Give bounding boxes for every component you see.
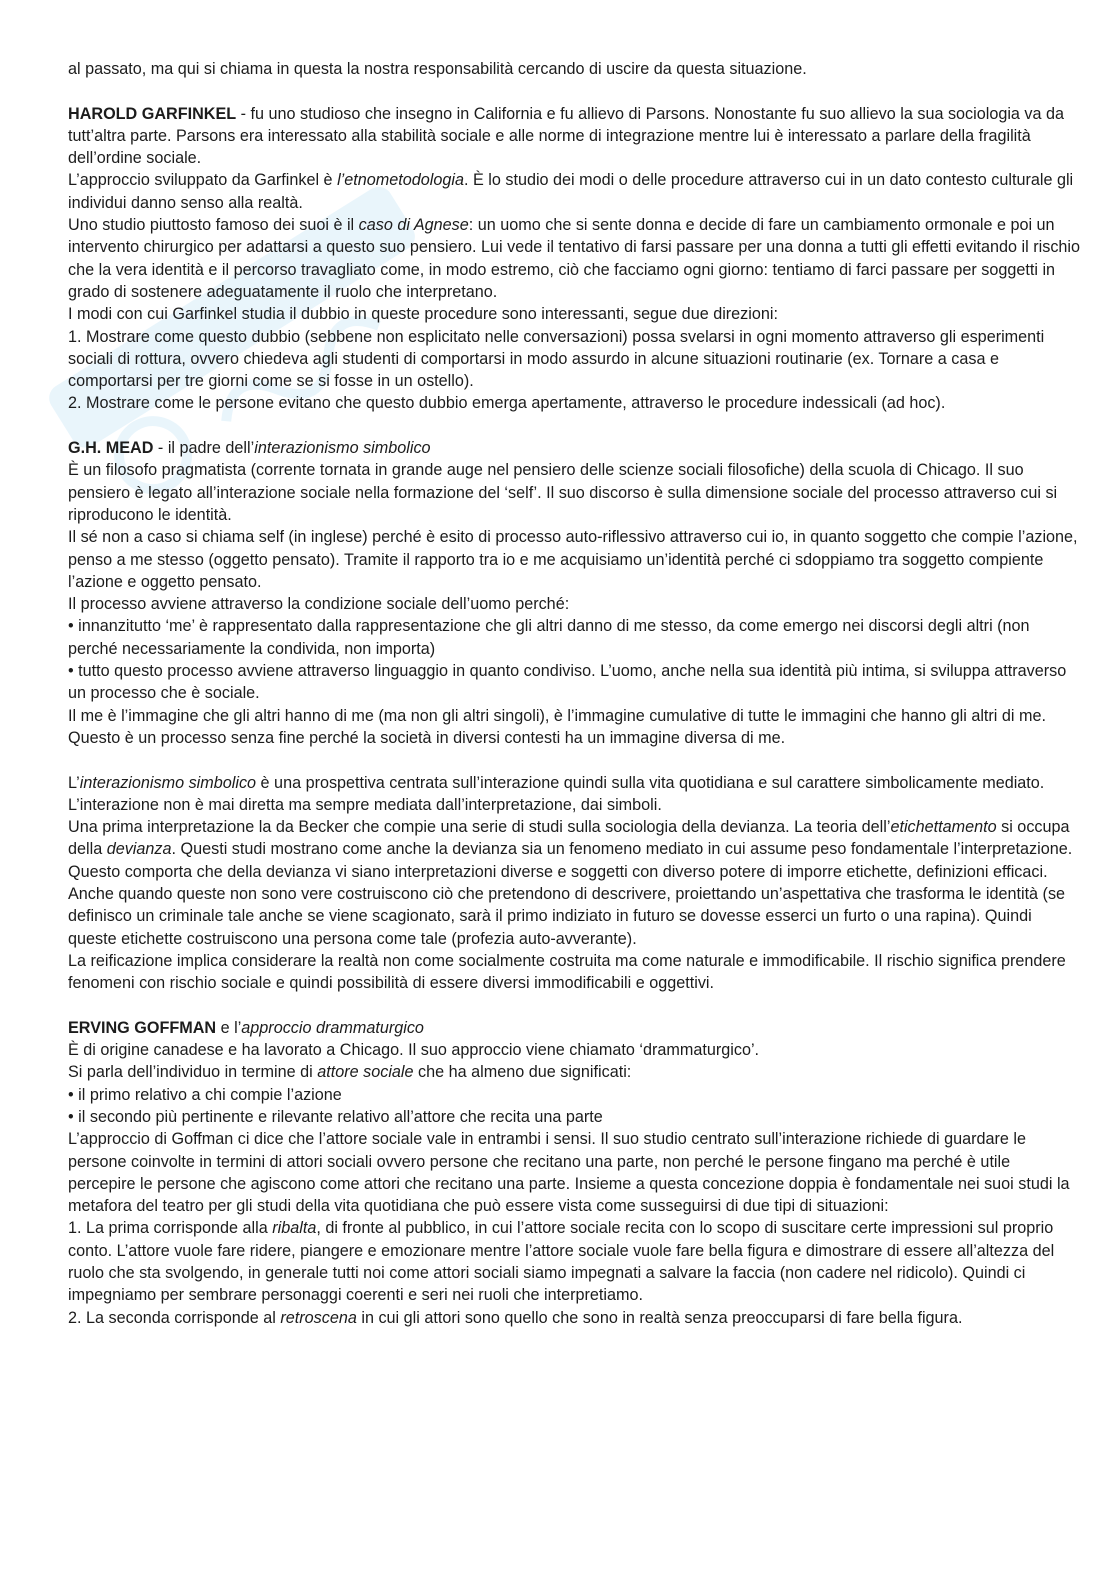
text-run: Il sé non a caso si chiama self (in inglese) perché è esito di processo auto-riflessivo attraverso cui io, in quanto soggetto che compie l’azione, penso a me stesso (oggetto pensato). Tramite il rapporto tra io e me acquisiamo un’identità perché ci sdoppiamo tra soggetto compiente l’azione e oggetto pensato. xyxy=(68,528,1078,591)
paragraph xyxy=(68,1128,1080,1217)
paragraph xyxy=(68,705,1080,750)
emphasis-text: interazionismo simbolico xyxy=(254,439,431,458)
text-run: : un uomo che si sente donna e decide di fare un cambiamento ormonale e poi un intervento chirurgico per adattarsi a questo suo pensiero. Lui vede il tentativo di farsi passare per una donna a tutti gli effetti evitando il rischio che la vera identità e il percorso travagliato come, in modo estremo, ciò che facciamo ogni giorno: tentiamo di farci passare per soggetti in grado di sostenere adeguatamente il ruolo che interpretano. xyxy=(68,216,1081,301)
paragraph xyxy=(68,303,1080,325)
paragraph xyxy=(68,1039,1080,1061)
text-run: in cui gli attori sono quello che sono in realtà senza preoccuparsi di fare bella figura. xyxy=(356,1308,963,1327)
paragraph xyxy=(68,103,1080,170)
paragraph xyxy=(68,660,1080,705)
paragraph xyxy=(68,593,1080,615)
paragraph xyxy=(68,950,1080,995)
paragraph xyxy=(68,1217,1080,1306)
text-run: , di fronte al pubblico, in cui l’attore sociale recita con lo scopo di suscitare certe impressioni sul proprio conto. L’attore vuole fare ridere, piangere e emozionare mentre l’attore sociale vuole fare bella figura e dimostrare di essere all’altezza del ruolo che sta svolgendo, in generale tutti noi come attori sociali siamo impegnati a salvare la faccia (non cadere nel ridicolo). Quindi ci impegniamo per sembrare personaggi coerenti e seri nei ruoli che interpretiamo. xyxy=(68,1219,1055,1305)
section-heading: ERVING GOFFMAN xyxy=(68,1018,217,1037)
text-run: È di origine canadese e ha lavorato a Chicago. Il suo approccio viene chiamato ‘drammaturgico’. xyxy=(68,1041,760,1060)
paragraph xyxy=(68,326,1080,393)
text-run: 1. La prima corrisponde alla xyxy=(68,1219,273,1238)
paragraph xyxy=(68,772,1080,817)
text-run: Questo comporta che della devianza vi siano interpretazioni diverse e soggetti con diverso potere di imporre etichette, definizioni efficaci. Anche quando queste non sono vere costruiscono ciò che pretendono di descrivere, proiettando un’aspettativa che trasforma le identità (se definisco un criminale tale anche se viene scagionato, sarà il primo indiziato in futuro se dovesse esserci un furto o una rapina). Quindi queste etichette costruiscono una persona come tale (profezia auto-avverante). xyxy=(68,862,1066,948)
text-run: è una prospettiva centrata sull’interazione quindi sulla vita quotidiana e sul carattere simbolicamente mediato. L’interazione non è mai diretta ma sempre mediata dall’interpretazione, dai simboli. xyxy=(68,773,1045,814)
text-run: 1. Mostrare come questo dubbio (sebbene non esplicitato nelle conversazioni) possa svelarsi in ogni momento attraverso gli esperimenti sociali di rottura, ovvero chiedeva agli studenti di comportarsi in modo assurdo in alcune situazioni routinarie (ex. Tornare a casa e comportarsi per tre giorni come se si fosse in un ostello). xyxy=(68,327,1045,391)
text-run: e l’ xyxy=(216,1018,242,1037)
text-run: I modi con cui Garfinkel studia il dubbio in queste procedure sono interessanti, segue due direzioni: xyxy=(68,305,778,324)
text-run: che ha almeno due significati: xyxy=(413,1063,632,1082)
text-run: . Questi studi mostrano come anche la devianza sia un fenomeno mediato in cui assume peso fondamentale l’interpretazione. xyxy=(171,840,1073,859)
text-run: - fu uno studioso che insegno in California e fu allievo di Parsons. Nonostante fu suo allievo la sua sociologia va da tutt’altra parte. Parsons era interessato alla stabilità sociale e alle norme di integrazione mentre lui è interessato a parlare della fragilità dell’ordine sociale. xyxy=(68,104,1065,168)
paragraph xyxy=(68,1106,1080,1128)
emphasis-text: caso di Agnese xyxy=(358,216,469,235)
emphasis-text: devianza xyxy=(106,840,172,859)
paragraph xyxy=(68,459,1080,526)
text-run: Uno studio piuttosto famoso dei suoi è il xyxy=(68,216,359,235)
text-run: si occupa della xyxy=(68,818,1070,859)
paragraph-spacer xyxy=(68,80,1080,102)
text-run: È un filosofo pragmatista (corrente tornata in grande auge nel pensiero delle scienze sociali filosofiche) della scuola di Chicago. Il suo pensiero è legato all’interazione sociale nella formazione del ‘self’. Il suo discorso è sulla dimensione sociale del processo attraverso cui si riproducono le identità. xyxy=(68,461,1058,524)
text-run: 2. La seconda corrisponde al xyxy=(68,1308,281,1327)
text-run: Il processo avviene attraverso la condizione sociale dell’uomo perché: xyxy=(68,595,570,614)
emphasis-text: retroscena xyxy=(280,1308,357,1327)
paragraph xyxy=(68,58,1080,80)
text-run: - il padre dell’ xyxy=(153,439,255,458)
paragraph xyxy=(68,1084,1080,1106)
text-run: Si parla dell’individuo in termine di xyxy=(68,1063,318,1082)
paragraph xyxy=(68,526,1080,593)
text-run: • innanzitutto ‘me’ è rappresentato dalla rappresentazione che gli altri danno di me stesso, da come emergo nei discorsi degli altri (non perché necessariamente la condivida, non importa) xyxy=(68,617,1030,658)
paragraph xyxy=(68,169,1080,214)
text-run: . È lo studio dei modi o delle procedure attraverso cui in un dato contesto culturale gli individui danno senso alla realtà. xyxy=(68,171,1074,212)
paragraph xyxy=(68,615,1080,660)
paragraph xyxy=(68,816,1080,861)
paragraph xyxy=(68,437,1080,459)
paragraph xyxy=(68,861,1080,950)
emphasis-text: interazionismo simbolico xyxy=(79,773,257,792)
text-run: al passato, ma qui si chiama in questa la nostra responsabilità cercando di uscire da questa situazione. xyxy=(68,60,807,78)
text-run: Il me è l’immagine che gli altri hanno di me (ma non gli altri singoli), è l’immagine cumulative di tutte le immagini che hanno gli altri di me. Questo è un processo senza fine perché la società in diversi contesti ha un immagine diversa di me. xyxy=(68,706,1046,747)
emphasis-text: etichettamento xyxy=(890,818,997,837)
emphasis-text: ribalta xyxy=(272,1219,317,1238)
paragraph-spacer xyxy=(68,994,1080,1016)
paragraph xyxy=(68,1061,1080,1083)
emphasis-text: l’etnometodologia xyxy=(337,171,464,190)
text-run: L’approccio di Goffman ci dice che l’attore sociale vale in entrambi i sensi. Il suo studio centrato sull’interazione richiede di guardare le persone coinvolte in termini di attori sociali ovvero persone che recitano una parte, non perché le persone fingano ma perché è utile percepire le persone che agiscono come attori che recitano una parte. Insieme a questa concezione doppia è fondamentale nei suoi studi la metafora del teatro per gli studi della vita quotidiana che può essere vista come susseguirsi di due tipi di situazioni: xyxy=(68,1130,1070,1216)
emphasis-text: approccio drammaturgico xyxy=(241,1018,424,1037)
text-run: • il primo relativo a chi compie l’azione xyxy=(68,1085,342,1104)
emphasis-text: attore sociale xyxy=(317,1063,414,1082)
text-run: • il secondo più pertinente e rilevante relativo all’attore che recita una parte xyxy=(68,1107,603,1126)
paragraph xyxy=(68,1017,1080,1039)
text-run: 2. Mostrare come le persone evitano che questo dubbio emerga apertamente, attraverso le procedure indessicali (ad hoc). xyxy=(68,394,946,413)
paragraph xyxy=(68,392,1080,414)
text-run: Una prima interpretazione la da Becker che compie una serie di studi sulla sociologia della devianza. La teoria dell’ xyxy=(68,818,891,837)
section-heading: G.H. MEAD xyxy=(68,439,154,458)
text-run: L’approccio sviluppato da Garfinkel è xyxy=(68,171,338,190)
paragraph xyxy=(68,214,1080,303)
paragraph xyxy=(68,1307,1080,1329)
paragraph-spacer xyxy=(68,415,1080,437)
document-body xyxy=(68,58,1080,1329)
text-run: La reificazione implica considerare la realtà non come socialmente costruita ma come naturale e immodificabile. Il rischio significa prendere fenomeni con rischio sociale e quindi possibilità di essere diversi immodificabili e oggettivi. xyxy=(68,951,1066,993)
paragraph-spacer xyxy=(68,749,1080,771)
text-run: • tutto questo processo avviene attraverso linguaggio in quanto condiviso. L’uomo, anche nella sua identità più intima, si sviluppa attraverso un processo che è sociale. xyxy=(68,662,1067,703)
section-heading: HAROLD GARFINKEL xyxy=(68,104,237,123)
text-run: L’ xyxy=(68,773,80,792)
